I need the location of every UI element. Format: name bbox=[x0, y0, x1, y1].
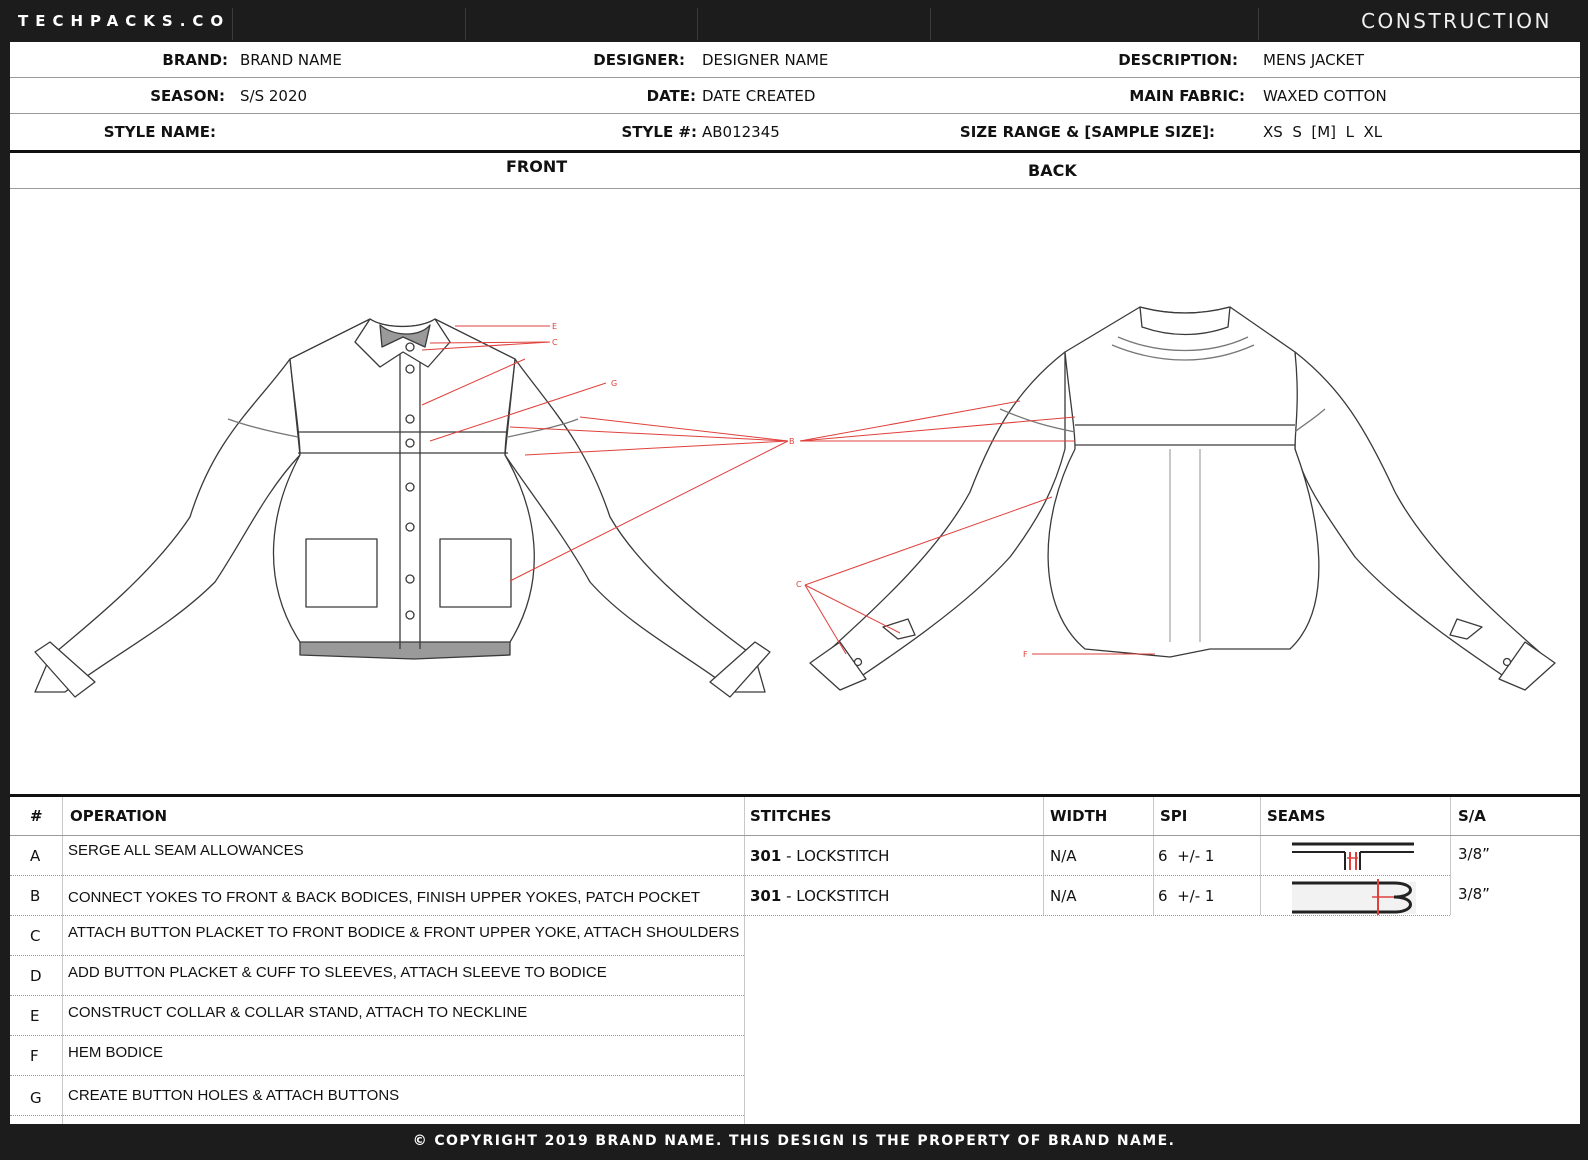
header-row-1 bbox=[10, 42, 1580, 78]
row-id: D bbox=[30, 967, 42, 985]
row-id: C bbox=[30, 927, 41, 945]
header-row-3 bbox=[10, 114, 1580, 149]
date-value: DATE CREATED bbox=[702, 87, 816, 105]
bar-divider bbox=[930, 8, 931, 40]
row-spi: 6 +/- 1 bbox=[1158, 847, 1215, 865]
season-label: SEASON: bbox=[150, 87, 225, 105]
copyright-notice: © COPYRIGHT 2019 BRAND NAME. THIS DESIGN IS THE PROPERTY OF BRAND NAME. bbox=[412, 1133, 1176, 1149]
date-label: DATE: bbox=[646, 87, 696, 105]
row-spi: 6 +/- 1 bbox=[1158, 887, 1215, 905]
header-num: # bbox=[30, 807, 43, 825]
column-divider bbox=[62, 797, 63, 1152]
row-seam-allowance: 3/8” bbox=[1458, 845, 1490, 863]
lapped-seam-icon bbox=[1290, 879, 1420, 915]
button-icon bbox=[406, 365, 414, 373]
back-view-label: BACK bbox=[1028, 161, 1077, 180]
header-operation: OPERATION bbox=[70, 807, 168, 825]
callout-letter: F bbox=[1023, 650, 1028, 659]
superimposed-seam-icon bbox=[1290, 840, 1420, 870]
bar-divider bbox=[697, 8, 698, 40]
row-operation: ATTACH BUTTON PLACKET TO FRONT BODICE & FRONT UPPER YOKE, ATTACH SHOULDERS bbox=[68, 924, 740, 941]
row-divider bbox=[10, 1115, 744, 1116]
back-left-cuff-button-icon bbox=[855, 659, 862, 666]
column-divider bbox=[1153, 797, 1154, 915]
row-id: A bbox=[30, 847, 41, 865]
row-divider bbox=[10, 915, 1450, 916]
header-stitches: STITCHES bbox=[750, 807, 832, 825]
column-divider bbox=[1043, 797, 1044, 915]
row-divider bbox=[10, 1075, 744, 1076]
row-operation: HEM BODICE bbox=[68, 1044, 164, 1061]
style-number-label: STYLE #: bbox=[621, 123, 697, 141]
tech-pack-sheet bbox=[10, 42, 1580, 1124]
front-view-label: FRONT bbox=[506, 157, 568, 176]
description-value: MENS JACKET bbox=[1263, 51, 1365, 69]
row-stitch bbox=[750, 887, 889, 905]
front-right-sleeve bbox=[505, 359, 765, 692]
operations-table bbox=[10, 794, 1580, 1155]
button-icon bbox=[406, 415, 414, 423]
brand-label: BRAND: bbox=[162, 51, 228, 69]
column-divider bbox=[1450, 797, 1451, 915]
back-right-cuff-button-icon bbox=[1504, 659, 1511, 666]
row-width: N/A bbox=[1050, 847, 1077, 865]
back-right-sleeve bbox=[1295, 352, 1545, 687]
callout-letter: C bbox=[552, 338, 558, 347]
button-icon bbox=[406, 523, 414, 531]
row-width: N/A bbox=[1050, 887, 1077, 905]
section-title: CONSTRUCTION bbox=[1361, 9, 1552, 33]
header-spi: SPI bbox=[1160, 807, 1188, 825]
view-label-bar bbox=[10, 150, 1580, 189]
main-fabric-value: WAXED COTTON bbox=[1263, 87, 1387, 105]
stitch-name: - LOCKSTITCH bbox=[781, 847, 890, 865]
main-fabric-label: MAIN FABRIC: bbox=[1129, 87, 1245, 105]
row-stitch bbox=[750, 847, 889, 865]
description-label: DESCRIPTION: bbox=[1118, 51, 1238, 69]
header-row-2 bbox=[10, 78, 1580, 114]
callout-letter: E bbox=[552, 322, 558, 331]
bar-divider bbox=[1258, 8, 1259, 40]
row-operation: ADD BUTTON PLACKET & CUFF TO SLEEVES, ATTACH SLEEVE TO BODICE bbox=[68, 964, 607, 981]
header-underline bbox=[10, 835, 1580, 836]
row-id: E bbox=[30, 1007, 40, 1025]
stitch-name: - LOCKSTITCH bbox=[781, 887, 890, 905]
stitch-code: 301 bbox=[750, 887, 782, 905]
front-right-pocket bbox=[440, 539, 511, 607]
column-divider bbox=[744, 797, 745, 1152]
back-left-sleeve bbox=[822, 352, 1065, 687]
size-range-label: SIZE RANGE & [SAMPLE SIZE]: bbox=[959, 123, 1215, 141]
style-name-label: STYLE NAME: bbox=[103, 123, 216, 141]
header-seams: SEAMS bbox=[1267, 807, 1326, 825]
button-icon bbox=[406, 611, 414, 619]
back-jacket-sketch bbox=[810, 307, 1555, 690]
header-sa: S/A bbox=[1458, 807, 1486, 825]
bar-divider bbox=[465, 8, 466, 40]
bar-divider bbox=[232, 8, 233, 40]
header-width: WIDTH bbox=[1050, 807, 1108, 825]
size-range-value: XS S [M] L XL bbox=[1263, 123, 1383, 141]
row-divider bbox=[10, 1035, 744, 1036]
row-operation: CREATE BUTTON HOLES & ATTACH BUTTONS bbox=[68, 1087, 400, 1104]
row-operation: SERGE ALL SEAM ALLOWANCES bbox=[68, 842, 304, 859]
season-value: S/S 2020 bbox=[240, 87, 308, 105]
button-icon bbox=[406, 439, 414, 447]
row-divider bbox=[10, 995, 744, 996]
callout-letter: C bbox=[796, 580, 802, 589]
brand-value: BRAND NAME bbox=[240, 51, 342, 69]
button-icon bbox=[406, 343, 414, 351]
front-left-pocket bbox=[306, 539, 377, 607]
row-divider bbox=[10, 875, 1450, 876]
stitch-code: 301 bbox=[750, 847, 782, 865]
front-jacket-sketch bbox=[35, 319, 770, 697]
style-number-value: AB012345 bbox=[702, 123, 780, 141]
button-icon bbox=[406, 575, 414, 583]
callout-letter: G bbox=[611, 379, 618, 388]
back-collar bbox=[1140, 307, 1230, 335]
row-operation: CONNECT YOKES TO FRONT & BACK BODICES, FINISH UPPER YOKES, PATCH POCKET bbox=[68, 889, 701, 906]
brand-logo: TECHPACKS.CO bbox=[18, 12, 231, 30]
designer-label: DESIGNER: bbox=[593, 51, 685, 69]
front-left-sleeve bbox=[35, 359, 300, 692]
row-divider bbox=[10, 955, 744, 956]
row-id: F bbox=[30, 1047, 39, 1065]
button-icon bbox=[406, 483, 414, 491]
row-operation: CONSTRUCT COLLAR & COLLAR STAND, ATTACH TO NECKLINE bbox=[68, 1004, 528, 1021]
footer-bar bbox=[0, 1124, 1588, 1160]
garment-flat-sketch bbox=[10, 187, 1580, 792]
designer-value: DESIGNER NAME bbox=[702, 51, 829, 69]
row-seam-allowance: 3/8” bbox=[1458, 885, 1490, 903]
row-id: G bbox=[30, 1089, 42, 1107]
row-id: B bbox=[30, 887, 41, 905]
callout-letter: B bbox=[789, 437, 795, 446]
column-divider bbox=[1260, 797, 1261, 915]
top-bar bbox=[0, 0, 1588, 42]
front-hem-facing bbox=[300, 642, 510, 659]
